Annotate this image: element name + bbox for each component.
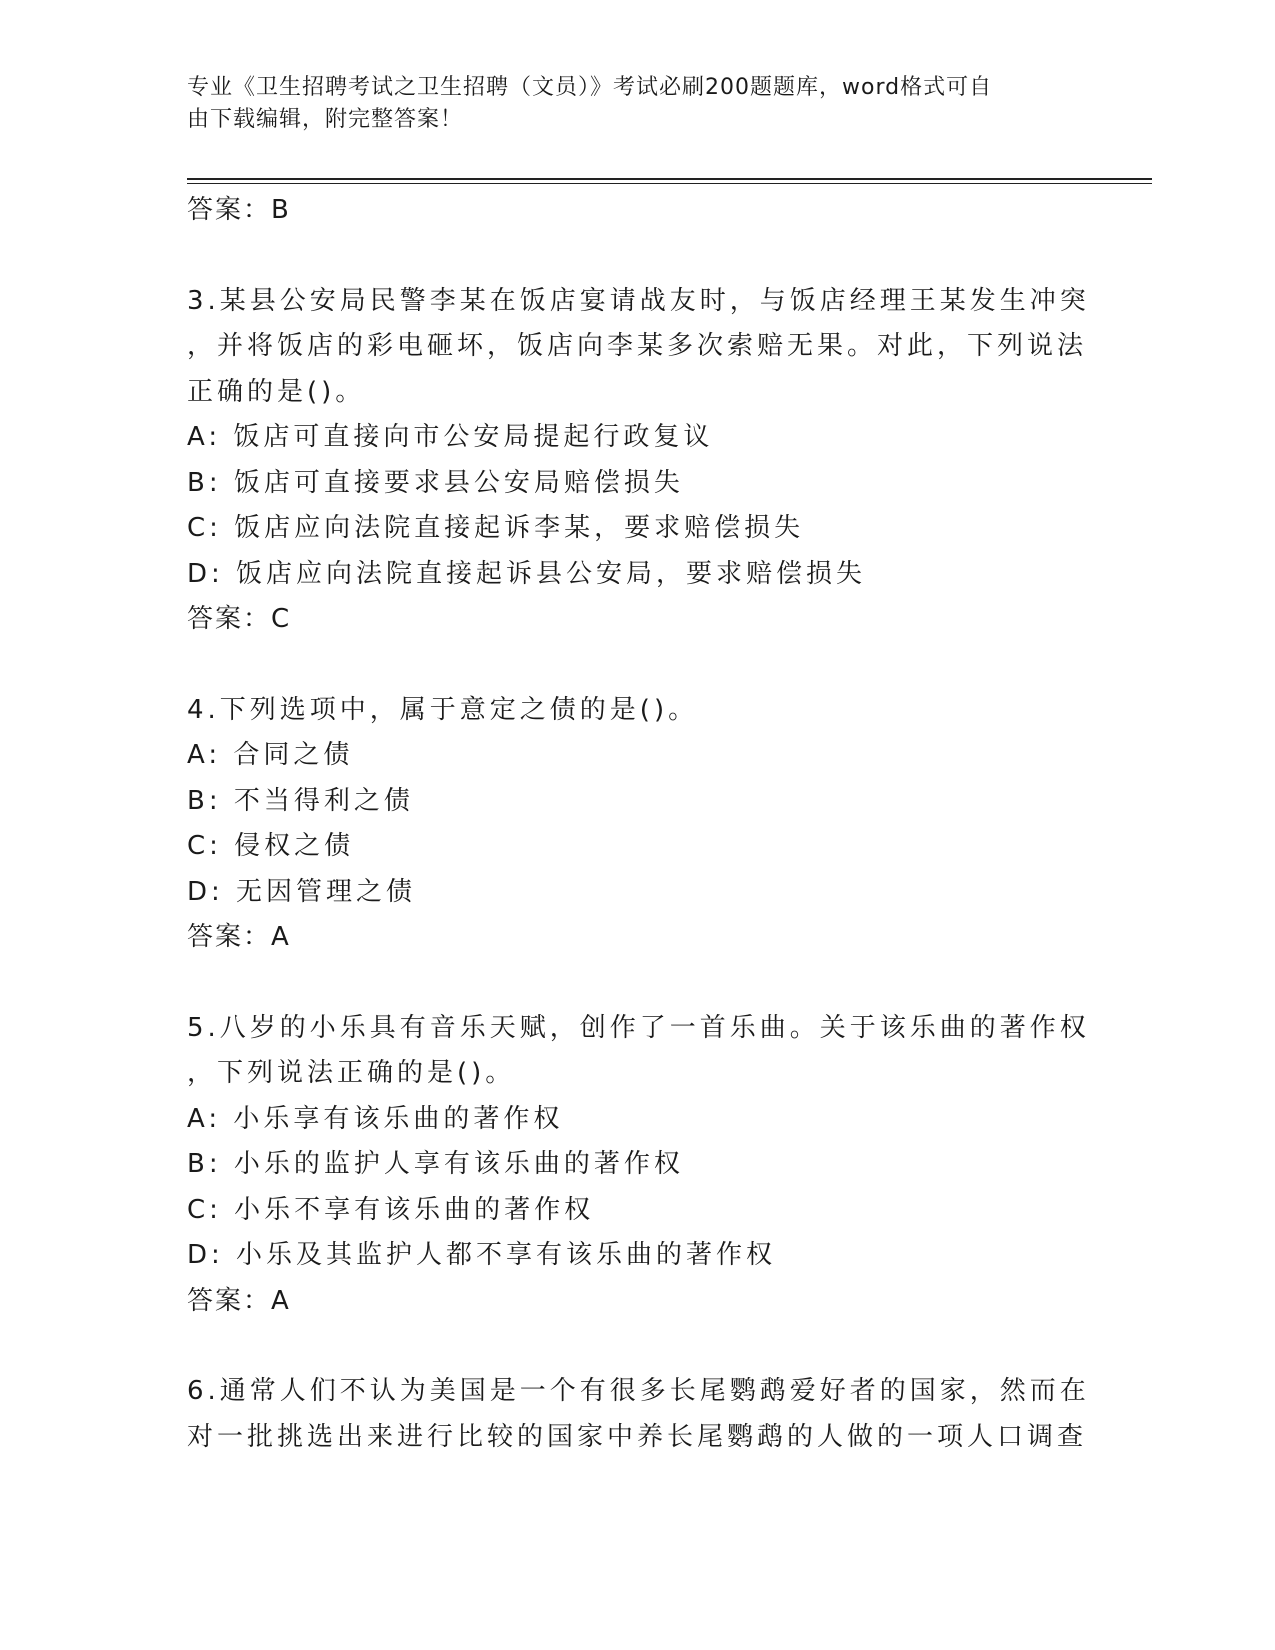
option-d: D: 饭店应向法院直接起诉县公安局，要求赔偿损失 [187, 558, 867, 589]
header-line-2: 由下载编辑，附完整答案！ [187, 107, 464, 132]
option-b: B: 饭店可直接要求县公安局赔偿损失 [187, 467, 684, 498]
question-stem: 4.下列选项中，属于意定之债的是()。 [187, 694, 699, 725]
option-b: B: 不当得利之债 [187, 785, 414, 816]
question-5 [187, 1006, 1090, 1325]
question-stem: 正确的是()。 [187, 376, 366, 407]
spacer [187, 1324, 1067, 1369]
question-stem: 对一批挑选出来进行比较的国家中养长尾鹦鹉的人做的一项人口调查 [187, 1421, 1088, 1452]
option-b: B: 小乐的监护人享有该乐曲的著作权 [187, 1149, 684, 1179]
question-stem: 5.八岁的小乐具有音乐天赋，创作了一首乐曲。关于该乐曲的著作权 [187, 1012, 1090, 1043]
header-line-1: 专业《卫生招聘考试之卫生招聘（文员）》考试必刷200题题库，word格式可自 [187, 75, 993, 100]
question-4 [187, 688, 1067, 961]
answer-line: 答案：B [187, 195, 291, 225]
question-stem: ，并将饭店的彩电砸坏，饭店向李某多次索赔无果。对此，下列说法 [187, 331, 1088, 361]
question-content [187, 188, 1090, 1460]
option-d: D: 无因管理之债 [187, 876, 417, 907]
document-header [187, 72, 1067, 136]
answer-line: 答案：C [187, 604, 292, 634]
spacer [187, 961, 1067, 1006]
question-stem: 3.某县公安局民警李某在饭店宴请战友时，与饭店经理王某发生冲突 [187, 285, 1090, 316]
answer-line: 答案：A [187, 922, 291, 952]
answer-line: 答案：A [187, 1285, 291, 1316]
question-6 [187, 1369, 1090, 1460]
option-c: C: 小乐不享有该乐曲的著作权 [187, 1194, 595, 1225]
header-rule-thin [187, 183, 1152, 184]
option-a: A: 小乐享有该乐曲的著作权 [187, 1103, 564, 1134]
question-3 [187, 279, 1090, 643]
option-a: A: 合同之债 [187, 740, 354, 770]
spacer [187, 643, 1067, 688]
question-stem: ，下列说法正确的是()。 [187, 1058, 516, 1088]
header-rule-thick [187, 178, 1152, 180]
question-stem: 6.通常人们不认为美国是一个有很多长尾鹦鹉爱好者的国家，然而在 [187, 1376, 1090, 1406]
spacer [187, 234, 1067, 279]
option-a: A: 饭店可直接向市公安局提起行政复议 [187, 422, 714, 452]
option-d: D: 小乐及其监护人都不享有该乐曲的著作权 [187, 1240, 777, 1270]
option-c: C: 侵权之债 [187, 831, 355, 861]
option-c: C: 饭店应向法院直接起诉李某，要求赔偿损失 [187, 513, 805, 543]
